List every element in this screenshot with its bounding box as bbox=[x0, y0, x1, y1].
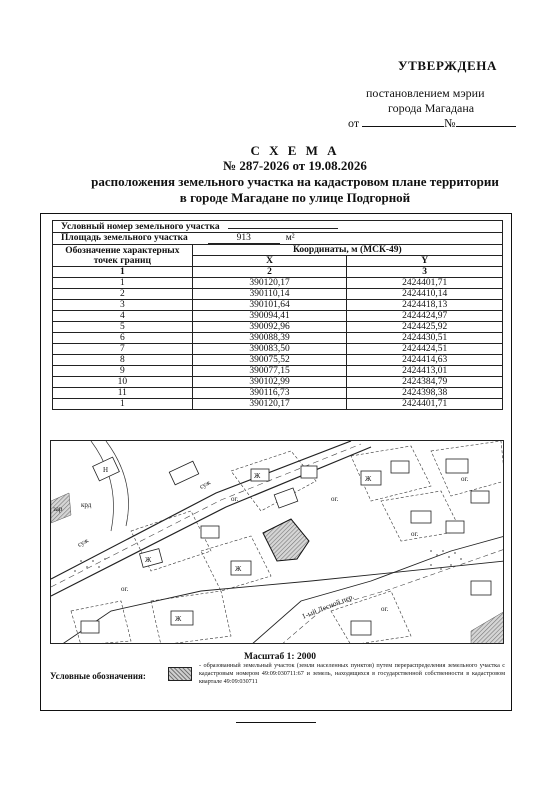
parcel-area-row bbox=[53, 233, 503, 245]
map-label-zar: зар bbox=[53, 505, 63, 513]
approval-from-label: от bbox=[348, 116, 360, 130]
table-row bbox=[53, 344, 503, 355]
coord-cell-x: 390102,99 bbox=[192, 377, 347, 388]
table-row bbox=[53, 399, 503, 410]
map-label-n: Н bbox=[103, 466, 109, 474]
coord-cell-x: 390094,41 bbox=[192, 311, 347, 322]
map-label-zh-4: Ж bbox=[235, 565, 242, 573]
parcel-area-value: 913 bbox=[208, 233, 280, 244]
coord-cell-y: 2424413,01 bbox=[347, 366, 503, 377]
map-label-og-1: ог. bbox=[231, 495, 239, 503]
approval-date-number-line bbox=[348, 116, 516, 131]
map-label-og-3: ог. bbox=[411, 530, 419, 538]
approval-line1: постановлением мэрии bbox=[366, 86, 485, 100]
scheme-location: в городе Магадане по улице Подгорной bbox=[179, 190, 411, 205]
coord-cell-point: 8 bbox=[53, 355, 193, 366]
map-label-zh-5: Ж bbox=[175, 615, 182, 623]
coord-cell-x: 390110,14 bbox=[192, 289, 347, 300]
coord-cell-x: 390120,17 bbox=[192, 278, 347, 289]
index-cell-3: 3 bbox=[347, 267, 503, 278]
coord-cell-y: 2424424,97 bbox=[347, 311, 503, 322]
parcel-area-label: Площадь земельного участка bbox=[61, 233, 188, 243]
point-column-header: Обозначение характерных точек границ bbox=[53, 245, 193, 267]
map-drawing bbox=[51, 441, 504, 644]
map-label-og-6: ог. bbox=[461, 475, 469, 483]
table-row bbox=[53, 289, 503, 300]
x-header: X bbox=[192, 256, 347, 267]
parcel-number-cell bbox=[53, 221, 503, 233]
map-label-suzh: суж bbox=[76, 536, 90, 549]
coord-cell-point: 11 bbox=[53, 388, 193, 399]
table-row bbox=[53, 322, 503, 333]
map-label-street: 1-ый Лесной пер. bbox=[300, 591, 356, 621]
coord-cell-point: 4 bbox=[53, 311, 193, 322]
map-label-og-2: ог. bbox=[331, 495, 339, 503]
map-label-og-4: ог. bbox=[121, 585, 129, 593]
coord-cell-point: 2 bbox=[53, 289, 193, 300]
map-label-zh-3: Ж bbox=[145, 556, 152, 564]
coord-cell-x: 390120,17 bbox=[192, 399, 347, 410]
coord-cell-y: 2424401,71 bbox=[347, 399, 503, 410]
map-label-zh-1: Ж bbox=[254, 472, 261, 480]
map-scale: Масштаб 1: 2000 bbox=[244, 652, 316, 662]
table-row bbox=[53, 366, 503, 377]
coord-cell-y: 2424430,51 bbox=[347, 333, 503, 344]
coord-cell-x: 390083,50 bbox=[192, 344, 347, 355]
coord-cell-point: 1 bbox=[53, 399, 193, 410]
parcel-number-label: Условный номер земельного участка bbox=[61, 222, 220, 232]
signature-line bbox=[236, 722, 316, 723]
map-label-zh-2: Ж bbox=[365, 475, 372, 483]
y-header: Y bbox=[347, 256, 503, 267]
coord-cell-y: 2424384,79 bbox=[347, 377, 503, 388]
coord-cell-x: 390075,52 bbox=[192, 355, 347, 366]
coord-cell-x: 390077,15 bbox=[192, 366, 347, 377]
cadastral-map bbox=[50, 440, 504, 644]
legend-hatch-swatch bbox=[168, 667, 192, 681]
coords-header: Координаты, м (МСК-49) bbox=[192, 245, 502, 256]
coordinates-table bbox=[52, 220, 503, 410]
table-row bbox=[53, 377, 503, 388]
legend-description: - образованный земельный участок (земли населенных пунктов) путем перераспределения земельного участка с кадастровым номером 49:09:030711:67 и земель, находящихся в государственной собственности в кадастровом квартале 49:09:030711 bbox=[199, 662, 505, 685]
scheme-title: С Х Е М А bbox=[250, 143, 340, 158]
parcel-area-cell bbox=[53, 233, 503, 245]
parcel-number-row bbox=[53, 221, 503, 233]
table-row bbox=[53, 278, 503, 289]
table-row bbox=[53, 388, 503, 399]
coord-cell-y: 2424410,14 bbox=[347, 289, 503, 300]
map-label-krd: крд bbox=[81, 501, 92, 509]
map-label-suzh2: суж bbox=[198, 478, 212, 491]
coord-cell-y: 2424424,51 bbox=[347, 344, 503, 355]
index-cell-2: 2 bbox=[192, 267, 347, 278]
table-row bbox=[53, 300, 503, 311]
table-index-row bbox=[53, 267, 503, 278]
parcel-number-blank bbox=[228, 221, 338, 229]
coord-cell-y: 2424398,38 bbox=[347, 388, 503, 399]
coord-cell-point: 9 bbox=[53, 366, 193, 377]
coord-cell-y: 2424401,71 bbox=[347, 278, 503, 289]
scheme-subtitle: расположения земельного участка на кадастровом плане территории bbox=[91, 174, 499, 189]
coord-cell-point: 3 bbox=[53, 300, 193, 311]
coord-cell-x: 390088,39 bbox=[192, 333, 347, 344]
approval-date-blank bbox=[362, 116, 444, 127]
table-row bbox=[53, 311, 503, 322]
coord-cell-point: 6 bbox=[53, 333, 193, 344]
legend-title: Условные обозначения: bbox=[50, 671, 146, 681]
table-row bbox=[53, 355, 503, 366]
approval-number-label: № bbox=[444, 116, 456, 130]
table-header-row bbox=[53, 245, 503, 256]
parcel-area-unit: м² bbox=[285, 233, 295, 243]
approval-title: УТВЕРЖДЕНА bbox=[398, 58, 498, 73]
table-row bbox=[53, 333, 503, 344]
coord-cell-x: 390101,64 bbox=[192, 300, 347, 311]
approval-line2: города Магадана bbox=[388, 101, 475, 115]
coord-cell-point: 10 bbox=[53, 377, 193, 388]
coord-cell-y: 2424425,92 bbox=[347, 322, 503, 333]
index-cell-1: 1 bbox=[53, 267, 193, 278]
approval-number-blank bbox=[456, 116, 516, 127]
map-label-og-5: ог. bbox=[381, 605, 389, 613]
scheme-number: № 287-2026 от 19.08.2026 bbox=[223, 158, 367, 173]
coord-cell-x: 390092,96 bbox=[192, 322, 347, 333]
coord-cell-point: 5 bbox=[53, 322, 193, 333]
coord-cell-point: 7 bbox=[53, 344, 193, 355]
coord-cell-y: 2424418,13 bbox=[347, 300, 503, 311]
coord-cell-point: 1 bbox=[53, 278, 193, 289]
coord-cell-x: 390116,73 bbox=[192, 388, 347, 399]
coord-cell-y: 2424414,63 bbox=[347, 355, 503, 366]
